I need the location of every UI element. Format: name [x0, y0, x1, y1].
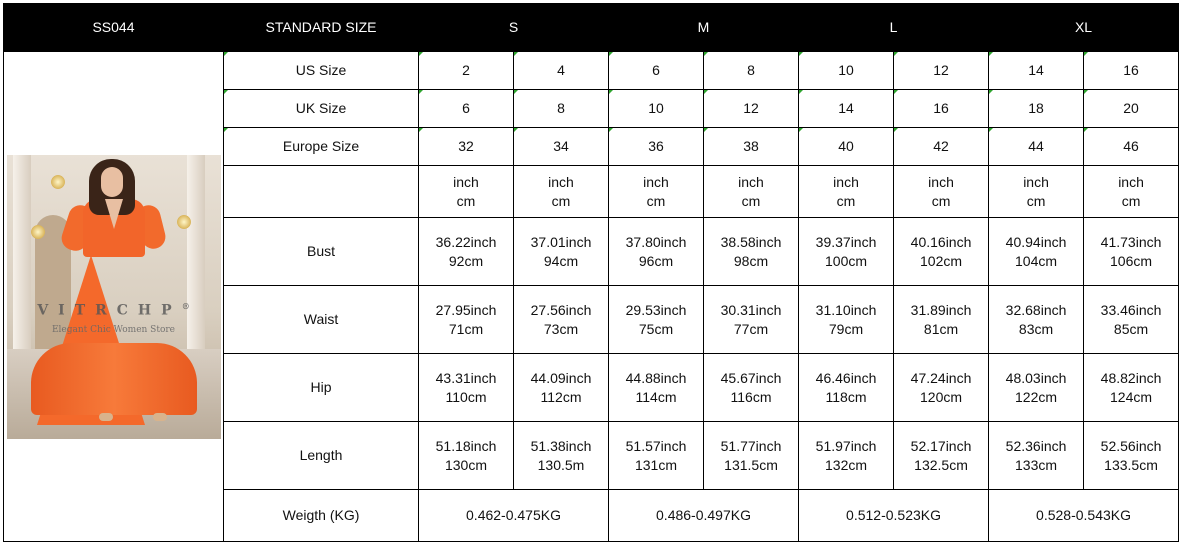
- bust-cell: 36.22inch 92cm: [419, 218, 514, 286]
- size-chart: [3, 3, 1178, 542]
- us-size-label: US Size: [224, 52, 419, 90]
- hip-label: Hip: [224, 354, 419, 422]
- waist-cell: 31.89inch 81cm: [894, 286, 989, 354]
- unit-cell: inch cm: [1084, 166, 1179, 218]
- unit-cell: inch cm: [704, 166, 799, 218]
- weight-value: 0.528-0.543KG: [989, 490, 1179, 542]
- bust-cell: 39.37inch 100cm: [799, 218, 894, 286]
- us-size-value: 10: [799, 52, 894, 90]
- us-size-value: 12: [894, 52, 989, 90]
- hip-cell: 43.31inch 110cm: [419, 354, 514, 422]
- waist-cell: 27.95inch 71cm: [419, 286, 514, 354]
- weight-label: Weigth (KG): [224, 490, 419, 542]
- uk-size-value: 10: [609, 90, 704, 128]
- weight-value: 0.462-0.475KG: [419, 490, 609, 542]
- size-xl-header: XL: [989, 4, 1179, 52]
- us-size-row: [4, 52, 1179, 90]
- bust-cell: 37.80inch 96cm: [609, 218, 704, 286]
- unit-cell: inch cm: [609, 166, 704, 218]
- size-m-header: M: [609, 4, 799, 52]
- us-size-value: 16: [1084, 52, 1179, 90]
- size-l-header: L: [799, 4, 989, 52]
- brand-tagline: Elegant Chic Women Store: [51, 324, 176, 335]
- europe-size-value: 40: [799, 128, 894, 166]
- waist-cell: 27.56inch 73cm: [514, 286, 609, 354]
- unit-cell: inch cm: [419, 166, 514, 218]
- europe-size-value: 32: [419, 128, 514, 166]
- hip-cell: 44.09inch 112cm: [514, 354, 609, 422]
- hip-cell: 46.46inch 118cm: [799, 354, 894, 422]
- waist-cell: 33.46inch 85cm: [1084, 286, 1179, 354]
- uk-size-value: 8: [514, 90, 609, 128]
- us-size-value: 4: [514, 52, 609, 90]
- waist-label: Waist: [224, 286, 419, 354]
- length-cell: 51.77inch 131.5cm: [704, 422, 799, 490]
- uk-size-value: 20: [1084, 90, 1179, 128]
- unit-cell: inch cm: [989, 166, 1084, 218]
- uk-size-value: 18: [989, 90, 1084, 128]
- bust-cell: 40.94inch 104cm: [989, 218, 1084, 286]
- length-cell: 52.36inch 133cm: [989, 422, 1084, 490]
- length-cell: 51.57inch 131cm: [609, 422, 704, 490]
- size-s-header: S: [419, 4, 609, 52]
- europe-size-value: 38: [704, 128, 799, 166]
- uk-size-value: 6: [419, 90, 514, 128]
- us-size-value: 2: [419, 52, 514, 90]
- length-cell: 52.17inch 132.5cm: [894, 422, 989, 490]
- length-cell: 51.97inch 132cm: [799, 422, 894, 490]
- bust-label: Bust: [224, 218, 419, 286]
- europe-size-label: Europe Size: [224, 128, 419, 166]
- bust-cell: 41.73inch 106cm: [1084, 218, 1179, 286]
- waist-cell: 29.53inch 75cm: [609, 286, 704, 354]
- weight-value: 0.486-0.497KG: [609, 490, 799, 542]
- standard-size-label: STANDARD SIZE: [224, 4, 419, 52]
- header-row: [4, 4, 1179, 52]
- bust-cell: 38.58inch 98cm: [704, 218, 799, 286]
- unit-cell: inch cm: [799, 166, 894, 218]
- product-code: SS044: [4, 4, 224, 52]
- waist-cell: 31.10inch 79cm: [799, 286, 894, 354]
- length-cell: 52.56inch 133.5cm: [1084, 422, 1179, 490]
- bust-cell: 40.16inch 102cm: [894, 218, 989, 286]
- europe-size-value: 36: [609, 128, 704, 166]
- unit-cell: inch cm: [894, 166, 989, 218]
- uk-size-value: 14: [799, 90, 894, 128]
- waist-cell: 30.31inch 77cm: [704, 286, 799, 354]
- weight-value: 0.512-0.523KG: [799, 490, 989, 542]
- brand-watermark: VITRCHP®: [37, 300, 190, 319]
- length-cell: 51.38inch 130.5m: [514, 422, 609, 490]
- europe-size-value: 44: [989, 128, 1084, 166]
- product-photo-cell: [4, 52, 224, 542]
- unit-row-label: [224, 166, 419, 218]
- size-table: [3, 3, 1179, 542]
- europe-size-value: 46: [1084, 128, 1179, 166]
- us-size-value: 8: [704, 52, 799, 90]
- hip-cell: 48.03inch 122cm: [989, 354, 1084, 422]
- product-photo: [7, 155, 221, 439]
- uk-size-value: 12: [704, 90, 799, 128]
- length-cell: 51.18inch 130cm: [419, 422, 514, 490]
- hip-cell: 45.67inch 116cm: [704, 354, 799, 422]
- uk-size-value: 16: [894, 90, 989, 128]
- us-size-value: 14: [989, 52, 1084, 90]
- hip-cell: 47.24inch 120cm: [894, 354, 989, 422]
- hip-cell: 48.82inch 124cm: [1084, 354, 1179, 422]
- unit-cell: inch cm: [514, 166, 609, 218]
- hip-cell: 44.88inch 114cm: [609, 354, 704, 422]
- length-label: Length: [224, 422, 419, 490]
- europe-size-value: 34: [514, 128, 609, 166]
- europe-size-value: 42: [894, 128, 989, 166]
- bust-cell: 37.01inch 94cm: [514, 218, 609, 286]
- uk-size-label: UK Size: [224, 90, 419, 128]
- us-size-value: 6: [609, 52, 704, 90]
- waist-cell: 32.68inch 83cm: [989, 286, 1084, 354]
